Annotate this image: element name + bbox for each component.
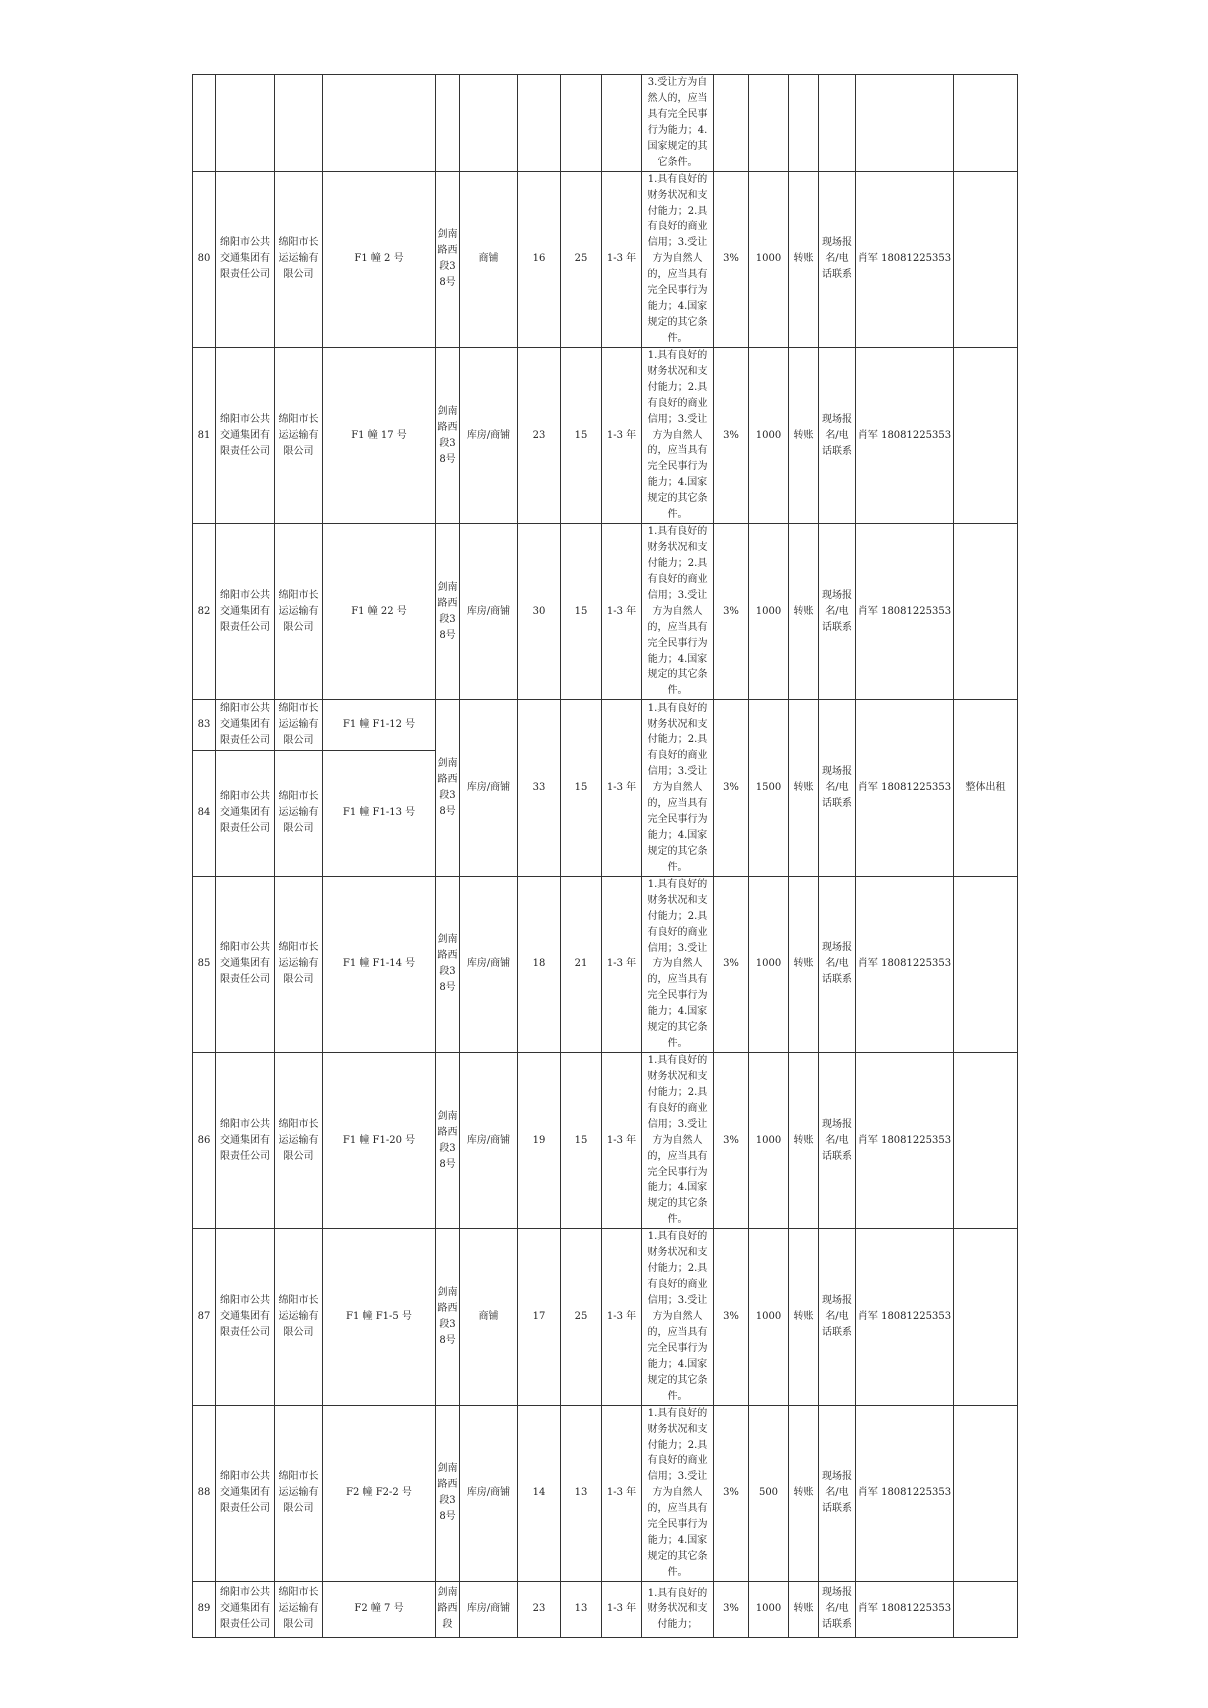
location-cell: 剑南路西段38号 xyxy=(436,876,460,1052)
contact-cell: 肖军 18081225353 xyxy=(856,1405,954,1581)
owner-cell: 绵阳市公共交通集团有限责任公司 xyxy=(216,700,275,750)
rate-cell: 3% xyxy=(714,700,749,876)
owner-cell: 绵阳市公共交通集团有限责任公司 xyxy=(216,171,275,347)
rate-cell: 3% xyxy=(714,171,749,347)
payment-cell: 转账 xyxy=(789,171,819,347)
property-cell: F1 幢 F1-14 号 xyxy=(323,876,436,1052)
table-row xyxy=(193,347,1018,523)
row-number: 89 xyxy=(193,1581,216,1637)
contact-method-cell: 现场报名/电话联系 xyxy=(819,171,856,347)
rate-cell: 3% xyxy=(714,524,749,700)
area-cell: 14 xyxy=(518,1405,561,1581)
contact-method-cell: 现场报名/电话联系 xyxy=(819,347,856,523)
usage-cell: 商铺 xyxy=(460,171,518,347)
row-number: 83 xyxy=(193,700,216,750)
deposit-cell: 1000 xyxy=(749,171,789,347)
table-row xyxy=(193,1405,1018,1581)
contact-cell: 肖军 18081225353 xyxy=(856,524,954,700)
remark-cell xyxy=(954,171,1018,347)
property-cell: F2 幢 F2-2 号 xyxy=(323,1405,436,1581)
contact-method-cell: 现场报名/电话联系 xyxy=(819,1229,856,1405)
owner-cell: 绵阳市公共交通集团有限责任公司 xyxy=(216,750,275,876)
usage-cell: 库房/商铺 xyxy=(460,700,518,876)
payment-cell: 转账 xyxy=(789,876,819,1052)
price-cell: 15 xyxy=(561,700,602,876)
price-cell: 25 xyxy=(561,171,602,347)
deposit-cell: 1000 xyxy=(749,876,789,1052)
property-cell: F2 幢 7 号 xyxy=(323,1581,436,1637)
location-cell: 剑南路西段38号 xyxy=(436,524,460,700)
usage-cell: 库房/商铺 xyxy=(460,1581,518,1637)
contact-method-cell: 现场报名/电话联系 xyxy=(819,876,856,1052)
location-cell: 剑南路西段38号 xyxy=(436,700,460,876)
term-cell: 1-3 年 xyxy=(602,1229,642,1405)
unit-cell: 绵阳市长运运输有限公司 xyxy=(275,876,323,1052)
deposit-cell: 1000 xyxy=(749,524,789,700)
payment-cell: 转账 xyxy=(789,347,819,523)
contact-cell: 肖军 18081225353 xyxy=(856,876,954,1052)
conditions-cell: 1.具有良好的财务状况和支付能力；2.具有良好的商业信用；3.受让方为自然人的，应当具有完全民事行为能力；4.国家规定的其它条件。 xyxy=(642,171,714,347)
contact-method-cell: 现场报名/电话联系 xyxy=(819,524,856,700)
area-cell: 23 xyxy=(518,347,561,523)
contact-method-cell: 现场报名/电话联系 xyxy=(819,1581,856,1637)
payment-cell: 转账 xyxy=(789,1229,819,1405)
area-cell: 18 xyxy=(518,876,561,1052)
conditions-cell: 1.具有良好的财务状况和支付能力；2.具有良好的商业信用；3.受让方为自然人的，应当具有完全民事行为能力；4.国家规定的其它条件。 xyxy=(642,876,714,1052)
price-cell: 25 xyxy=(561,1229,602,1405)
contact-cell: 肖军 18081225353 xyxy=(856,347,954,523)
usage-cell: 库房/商铺 xyxy=(460,524,518,700)
property-cell: F1 幢 F1-5 号 xyxy=(323,1229,436,1405)
location-cell: 剑南路西段38号 xyxy=(436,1053,460,1229)
unit-cell: 绵阳市长运运输有限公司 xyxy=(275,171,323,347)
property-cell: F1 幢 F1-12 号 xyxy=(323,700,436,750)
contact-cell: 肖军 18081225353 xyxy=(856,700,954,876)
owner-cell: 绵阳市公共交通集团有限责任公司 xyxy=(216,1053,275,1229)
conditions-cell: 1.具有良好的财务状况和支付能力；2.具有良好的商业信用；3.受让方为自然人的，应当具有完全民事行为能力；4.国家规定的其它条件。 xyxy=(642,1229,714,1405)
unit-cell: 绵阳市长运运输有限公司 xyxy=(275,750,323,876)
owner-cell: 绵阳市公共交通集团有限责任公司 xyxy=(216,347,275,523)
term-cell: 1-3 年 xyxy=(602,1405,642,1581)
owner-cell: 绵阳市公共交通集团有限责任公司 xyxy=(216,1581,275,1637)
remark-cell xyxy=(954,1053,1018,1229)
contact-method-cell: 现场报名/电话联系 xyxy=(819,1405,856,1581)
contact-cell: 肖军 18081225353 xyxy=(856,171,954,347)
deposit-cell: 1000 xyxy=(749,1053,789,1229)
payment-cell: 转账 xyxy=(789,700,819,876)
table-row xyxy=(193,700,1018,750)
listing-table xyxy=(192,74,1018,1638)
remark-cell xyxy=(954,876,1018,1052)
price-cell: 13 xyxy=(561,1405,602,1581)
table-row xyxy=(193,1229,1018,1405)
price-cell: 15 xyxy=(561,1053,602,1229)
unit-cell: 绵阳市长运运输有限公司 xyxy=(275,1053,323,1229)
property-cell: F1 幢 22 号 xyxy=(323,524,436,700)
table-row xyxy=(193,1581,1018,1637)
row-number: 81 xyxy=(193,347,216,523)
table-row xyxy=(193,171,1018,347)
conditions-cell: 3.受让方为自然人的，应当具有完全民事行为能力；4.国家规定的其它条件。 xyxy=(642,75,714,172)
area-cell: 19 xyxy=(518,1053,561,1229)
unit-cell: 绵阳市长运运输有限公司 xyxy=(275,347,323,523)
row-number: 87 xyxy=(193,1229,216,1405)
property-cell: F1 幢 F1-13 号 xyxy=(323,750,436,876)
conditions-cell: 1.具有良好的财务状况和支付能力；2.具有良好的商业信用；3.受让方为自然人的，应当具有完全民事行为能力；4.国家规定的其它条件。 xyxy=(642,347,714,523)
table-row xyxy=(193,1053,1018,1229)
conditions-cell: 1.具有良好的财务状况和支付能力； xyxy=(642,1581,714,1637)
term-cell: 1-3 年 xyxy=(602,171,642,347)
unit-cell: 绵阳市长运运输有限公司 xyxy=(275,700,323,750)
contact-method-cell: 现场报名/电话联系 xyxy=(819,700,856,876)
remark-cell xyxy=(954,524,1018,700)
deposit-cell: 1000 xyxy=(749,1229,789,1405)
contact-cell: 肖军 18081225353 xyxy=(856,1581,954,1637)
term-cell: 1-3 年 xyxy=(602,347,642,523)
remark-cell xyxy=(954,1581,1018,1637)
location-cell: 剑南路西段38号 xyxy=(436,171,460,347)
term-cell: 1-3 年 xyxy=(602,1581,642,1637)
unit-cell: 绵阳市长运运输有限公司 xyxy=(275,1405,323,1581)
location-cell: 剑南路西段 xyxy=(436,1581,460,1637)
rate-cell: 3% xyxy=(714,1581,749,1637)
row-number: 88 xyxy=(193,1405,216,1581)
unit-cell: 绵阳市长运运输有限公司 xyxy=(275,1581,323,1637)
table-row xyxy=(193,75,1018,172)
row-number: 84 xyxy=(193,750,216,876)
rate-cell: 3% xyxy=(714,1229,749,1405)
remark-cell xyxy=(954,347,1018,523)
remark-cell xyxy=(954,1405,1018,1581)
contact-method-cell: 现场报名/电话联系 xyxy=(819,1053,856,1229)
usage-cell: 商铺 xyxy=(460,1229,518,1405)
rate-cell: 3% xyxy=(714,1405,749,1581)
unit-cell: 绵阳市长运运输有限公司 xyxy=(275,524,323,700)
owner-cell: 绵阳市公共交通集团有限责任公司 xyxy=(216,1229,275,1405)
price-cell: 13 xyxy=(561,1581,602,1637)
term-cell: 1-3 年 xyxy=(602,700,642,876)
table-row xyxy=(193,876,1018,1052)
deposit-cell: 1500 xyxy=(749,700,789,876)
term-cell: 1-3 年 xyxy=(602,1053,642,1229)
table-row xyxy=(193,524,1018,700)
price-cell: 15 xyxy=(561,347,602,523)
conditions-cell: 1.具有良好的财务状况和支付能力；2.具有良好的商业信用；3.受让方为自然人的，应当具有完全民事行为能力；4.国家规定的其它条件。 xyxy=(642,524,714,700)
payment-cell: 转账 xyxy=(789,1405,819,1581)
area-cell: 33 xyxy=(518,700,561,876)
row-number: 85 xyxy=(193,876,216,1052)
row-number: 80 xyxy=(193,171,216,347)
deposit-cell: 1000 xyxy=(749,347,789,523)
rate-cell: 3% xyxy=(714,1053,749,1229)
conditions-cell: 1.具有良好的财务状况和支付能力；2.具有良好的商业信用；3.受让方为自然人的，应当具有完全民事行为能力；4.国家规定的其它条件。 xyxy=(642,1053,714,1229)
usage-cell: 库房/商铺 xyxy=(460,1053,518,1229)
location-cell: 剑南路西段38号 xyxy=(436,1405,460,1581)
usage-cell: 库房/商铺 xyxy=(460,876,518,1052)
payment-cell: 转账 xyxy=(789,1053,819,1229)
usage-cell: 库房/商铺 xyxy=(460,1405,518,1581)
area-cell: 30 xyxy=(518,524,561,700)
area-cell: 17 xyxy=(518,1229,561,1405)
remark-cell xyxy=(954,1229,1018,1405)
property-cell: F1 幢 F1-20 号 xyxy=(323,1053,436,1229)
owner-cell: 绵阳市公共交通集团有限责任公司 xyxy=(216,1405,275,1581)
contact-cell: 肖军 18081225353 xyxy=(856,1053,954,1229)
rate-cell: 3% xyxy=(714,347,749,523)
payment-cell: 转账 xyxy=(789,524,819,700)
area-cell: 16 xyxy=(518,171,561,347)
unit-cell: 绵阳市长运运输有限公司 xyxy=(275,1229,323,1405)
property-cell: F1 幢 2 号 xyxy=(323,171,436,347)
price-cell: 21 xyxy=(561,876,602,1052)
conditions-cell: 1.具有良好的财务状况和支付能力；2.具有良好的商业信用；3.受让方为自然人的，应当具有完全民事行为能力；4.国家规定的其它条件。 xyxy=(642,700,714,876)
conditions-cell: 1.具有良好的财务状况和支付能力；2.具有良好的商业信用；3.受让方为自然人的，应当具有完全民事行为能力；4.国家规定的其它条件。 xyxy=(642,1405,714,1581)
term-cell: 1-3 年 xyxy=(602,524,642,700)
remark-cell: 整体出租 xyxy=(954,700,1018,876)
owner-cell: 绵阳市公共交通集团有限责任公司 xyxy=(216,524,275,700)
location-cell: 剑南路西段38号 xyxy=(436,347,460,523)
row-number: 86 xyxy=(193,1053,216,1229)
term-cell: 1-3 年 xyxy=(602,876,642,1052)
owner-cell: 绵阳市公共交通集团有限责任公司 xyxy=(216,876,275,1052)
area-cell: 23 xyxy=(518,1581,561,1637)
usage-cell: 库房/商铺 xyxy=(460,347,518,523)
location-cell: 剑南路西段38号 xyxy=(436,1229,460,1405)
contact-cell: 肖军 18081225353 xyxy=(856,1229,954,1405)
rate-cell: 3% xyxy=(714,876,749,1052)
price-cell: 15 xyxy=(561,524,602,700)
row-number: 82 xyxy=(193,524,216,700)
payment-cell: 转账 xyxy=(789,1581,819,1637)
property-cell: F1 幢 17 号 xyxy=(323,347,436,523)
deposit-cell: 1000 xyxy=(749,1581,789,1637)
deposit-cell: 500 xyxy=(749,1405,789,1581)
